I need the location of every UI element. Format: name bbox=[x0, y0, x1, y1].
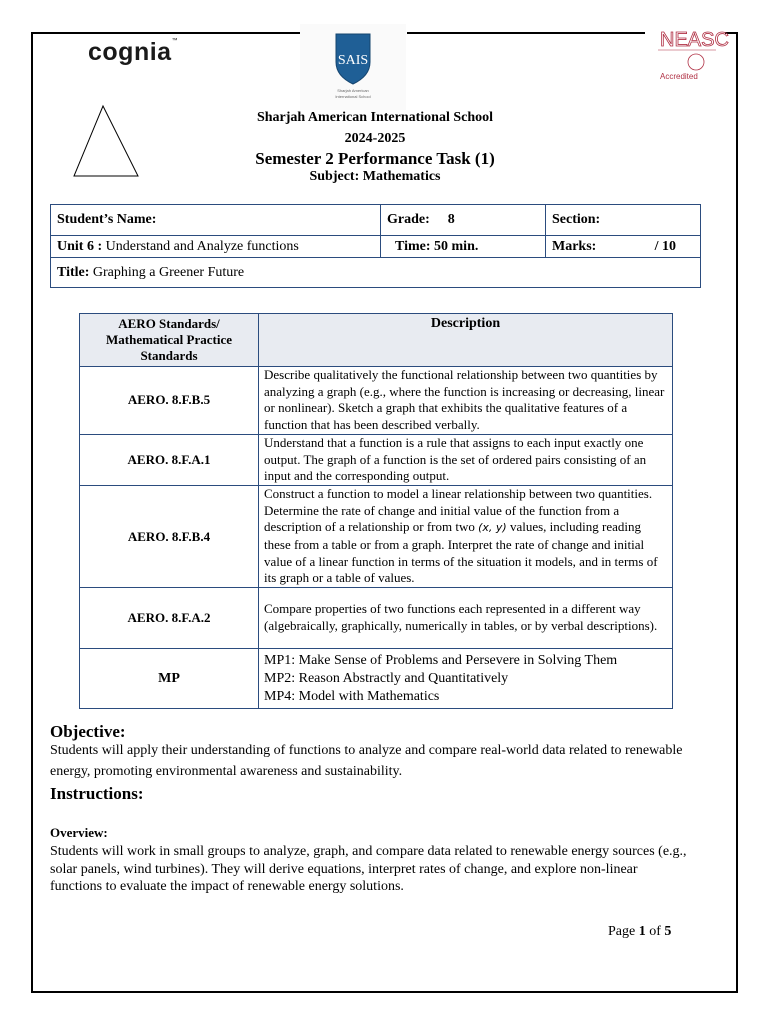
academic-year: 2024-2025 bbox=[344, 131, 406, 146]
section-cell[interactable]: Section: bbox=[546, 205, 701, 236]
objective-text: Students will apply their understanding of functions to analyze and compare real-world data related to renewable energy, promoting environmental awareness and sustainability. bbox=[50, 743, 683, 779]
title-cell: Title: Graphing a Greener Future bbox=[51, 258, 701, 288]
table-row bbox=[80, 588, 673, 649]
cognia-logo: cognia™ bbox=[88, 38, 179, 66]
task-title: Semester 2 Performance Task (1) bbox=[255, 149, 495, 168]
subject: Subject: Mathematics bbox=[309, 169, 441, 184]
school-name: Sharjah American International School bbox=[256, 110, 494, 125]
standards-header: AERO Standards/ Mathematical Practice Standards bbox=[80, 314, 259, 367]
student-info-table bbox=[50, 204, 701, 288]
overview-text: Students will work in small groups to analyze, graph, and compare data related to renewable energy sources (e.g., solar panels, wind turbines). They will derive equations, interpret rates of change, and explore non-linear functions to evaluate the impact of renewable energy solutions. bbox=[50, 844, 687, 894]
standard-description: Understand that a function is a rule that assigns to each input exactly one output. The graph of a function is the set of ordered pairs consisting of an input and the corresponding output. bbox=[259, 434, 673, 485]
objective-heading: Objective: bbox=[50, 722, 126, 741]
marks-cell[interactable]: Marks: / 10 bbox=[546, 236, 701, 258]
grade-cell: Grade: 8 bbox=[381, 205, 546, 236]
page-number: Page 1 of 5 bbox=[608, 924, 672, 939]
table-row bbox=[80, 649, 673, 709]
standard-description: Describe qualitatively the functional relationship between two quantities by analyzing a graph (e.g., where the function is increasing or decreasing, linear or nonlinear). Sketch a graph that exhibits the qualitative features of a function that has been described verbally. bbox=[259, 367, 673, 435]
standard-code: AERO. 8.F.A.1 bbox=[80, 434, 259, 485]
mp1: MP1: Make Sense of Problems and Persevere in Solving Them bbox=[264, 652, 618, 668]
overview-heading: Overview: bbox=[50, 825, 108, 840]
table-row bbox=[80, 367, 673, 435]
frame-bottom bbox=[31, 991, 738, 993]
standard-code: MP bbox=[80, 649, 259, 709]
sais-subtitle-2: International School bbox=[335, 94, 371, 99]
mp2: MP2: Reason Abstractly and Quantitatively bbox=[264, 670, 509, 686]
neasc-accredited: Accredited bbox=[660, 72, 698, 81]
standard-description: Construct a function to model a linear relationship between two quantities. Determine the rate of change and initial value of the function from a description of a relationship or from two (x, y) values, including reading these from a table or from a graph. Interpret the rate of change and initial value of a linear function in terms of the situation it models, and in terms of its graph or a table of values. bbox=[259, 485, 673, 587]
mp4: MP4: Model with Mathematics bbox=[264, 688, 440, 704]
table-row bbox=[80, 434, 673, 485]
neasc-letters: NEASC bbox=[660, 29, 729, 51]
sais-subtitle-1: Sharjah American bbox=[337, 88, 369, 93]
frame-top-left bbox=[31, 32, 301, 34]
standards-table bbox=[79, 313, 673, 709]
instructions-heading: Instructions: bbox=[50, 784, 144, 803]
sais-logo bbox=[300, 24, 406, 110]
standard-description: Compare properties of two functions each represented in a different way (algebraically, graphically, numerically in tables, or by verbal descriptions). bbox=[259, 588, 673, 649]
description-header: Description bbox=[259, 314, 673, 367]
frame-top-middle bbox=[407, 32, 645, 34]
sais-shield-text: SAIS bbox=[337, 53, 369, 68]
student-name-cell[interactable]: Student’s Name: bbox=[51, 205, 381, 236]
mp-list bbox=[259, 649, 673, 709]
standard-code: AERO. 8.F.B.4 bbox=[80, 485, 259, 587]
time-cell: Time: 50 min. bbox=[381, 236, 546, 258]
standard-code: AERO. 8.F.B.5 bbox=[80, 367, 259, 435]
table-row bbox=[80, 485, 673, 587]
standard-code: AERO. 8.F.A.2 bbox=[80, 588, 259, 649]
unit-cell: Unit 6 : Understand and Analyze functions bbox=[51, 236, 381, 258]
